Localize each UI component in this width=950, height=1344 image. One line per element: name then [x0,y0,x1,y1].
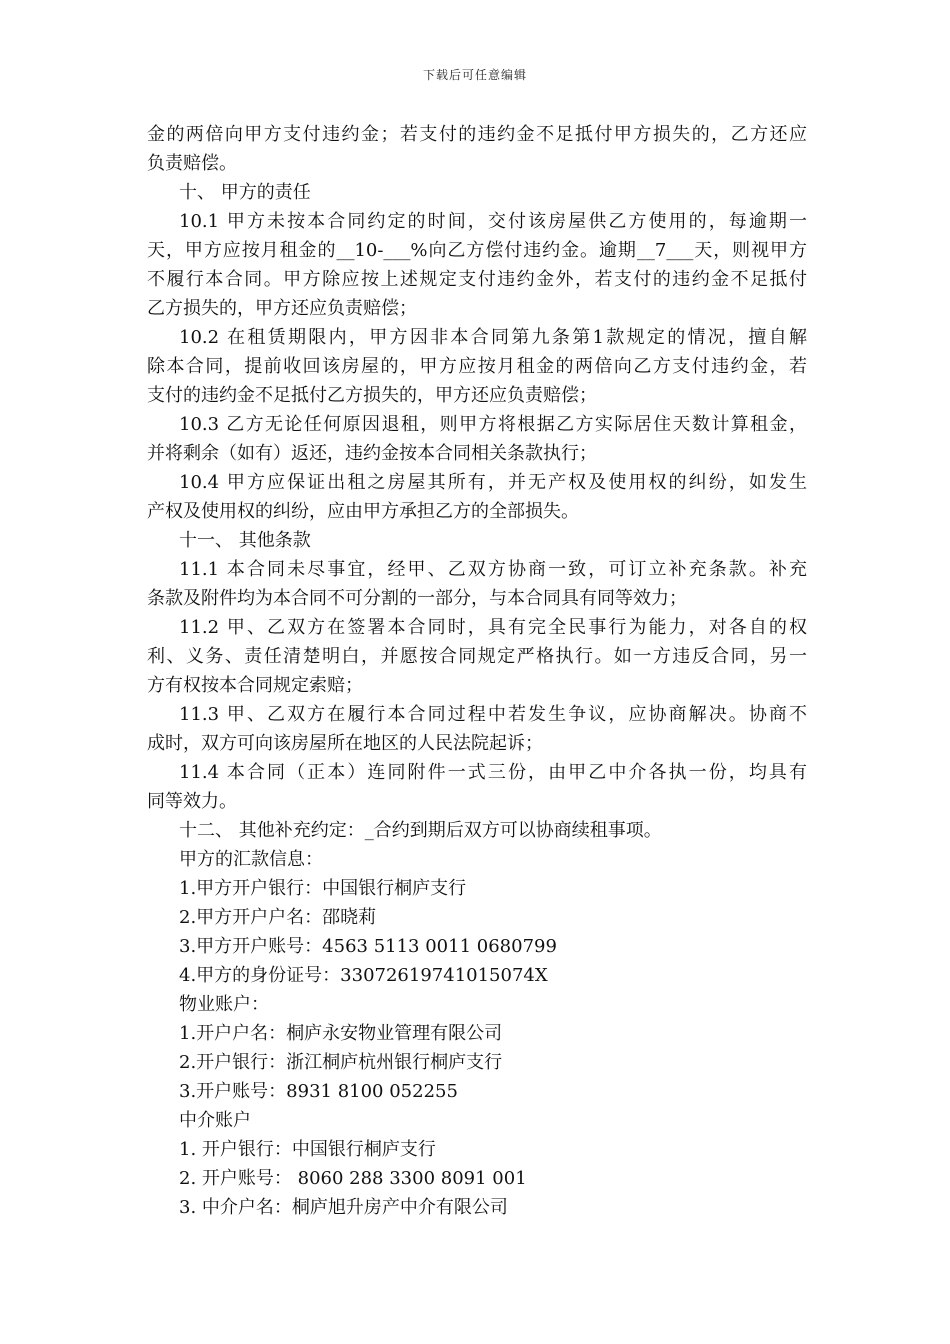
text-line: 10.4 甲方应保证出租之房屋其所有，并无产权及使用权的纠纷，如发生 [179,472,807,493]
text-line: 3.甲方开户账号：4563 5113 0011 0680799 [179,936,557,957]
text-line: 4.甲方的身份证号：33072619741015074X [179,965,548,986]
text-line: 2.开户银行：浙江桐庐杭州银行桐庐支行 [179,1052,503,1073]
text-line: 11.1 本合同未尽事宜，经甲、乙双方协商一致，可订立补充条款。补充 [179,559,807,580]
text-line: 1.开户户名：桐庐永安物业管理有限公司 [179,1023,503,1044]
text-line: 并将剩余（如有）返还，违约金按本合同相关条款执行； [147,443,597,464]
text-line: 物业账户： [179,994,269,1015]
text-line: 除本合同，提前收回该房屋的，甲方应按月租金的两倍向乙方支付违约金，若 [147,356,807,377]
text-line: 支付的违约金不足抵付乙方损失的，甲方还应负责赔偿； [147,385,597,406]
text-line: 金的两倍向甲方支付违约金；若支付的违约金不足抵付甲方损失的，乙方还应 [147,124,807,145]
text-line: 1.甲方开户银行：中国银行桐庐支行 [179,878,467,899]
text-line: 11.3 甲、乙双方在履行本合同过程中若发生争议，应协商解决。协商不 [179,704,807,725]
document-body [147,120,807,1222]
text-line: 十一、 其他条款 [179,530,311,551]
text-line: 10.1 甲方未按本合同约定的时间，交付该房屋供乙方使用的，每逾期一 [179,211,807,232]
text-line: 同等效力。 [147,791,237,812]
text-line: 负责赔偿。 [147,153,237,174]
text-line: 11.4 本合同（正本）连同附件一式三份，由甲乙中介各执一份，均具有 [179,762,807,783]
text-line: 方有权按本合同规定索赔； [147,675,363,696]
text-line: 3.开户账号：8931 8100 052255 [179,1081,458,1102]
text-line: 利、义务、责任清楚明白，并愿按合同规定严格执行。如一方违反合同，另一 [147,646,807,667]
text-line: 十二、 其他补充约定：_合约到期后双方可以协商续租事项。 [179,820,662,841]
text-line: 2.甲方开户户名：邵晓莉 [179,907,377,928]
text-line: 条款及附件均为本合同不可分割的一部分，与本合同具有同等效力； [147,588,687,609]
text-line: 10.2 在租赁期限内，甲方因非本合同第九条第1款规定的情况，擅自解 [179,327,807,348]
text-line: 天，甲方应按月租金的__10-___%向乙方偿付违约金。逾期__7___天，则视甲方 [147,240,807,261]
text-line: 中介账户 [179,1110,251,1131]
text-line: 产权及使用权的纠纷，应由甲方承担乙方的全部损失。 [147,501,579,522]
text-line: 10.3 乙方无论任何原因退租，则甲方将根据乙方实际居住天数计算租金， [179,414,807,435]
text-line: 不履行本合同。甲方除应按上述规定支付违约金外，若支付的违约金不足抵付 [147,269,807,290]
text-line: 十、 甲方的责任 [179,182,311,203]
text-line: 成时，双方可向该房屋所在地区的人民法院起诉； [147,733,543,754]
text-line: 2. 开户账号： 8060 288 3300 8091 001 [179,1168,527,1189]
text-line: 11.2 甲、乙双方在签署本合同时，具有完全民事行为能力，对各自的权 [179,617,807,638]
text-line: 1. 开户银行：中国银行桐庐支行 [179,1139,436,1160]
text-line: 甲方的汇款信息： [179,849,323,870]
page-header: 下载后可任意编辑 [422,68,527,82]
text-line: 3. 中介户名：桐庐旭升房产中介有限公司 [179,1197,508,1218]
text-line: 乙方损失的，甲方还应负责赔偿； [147,298,417,319]
